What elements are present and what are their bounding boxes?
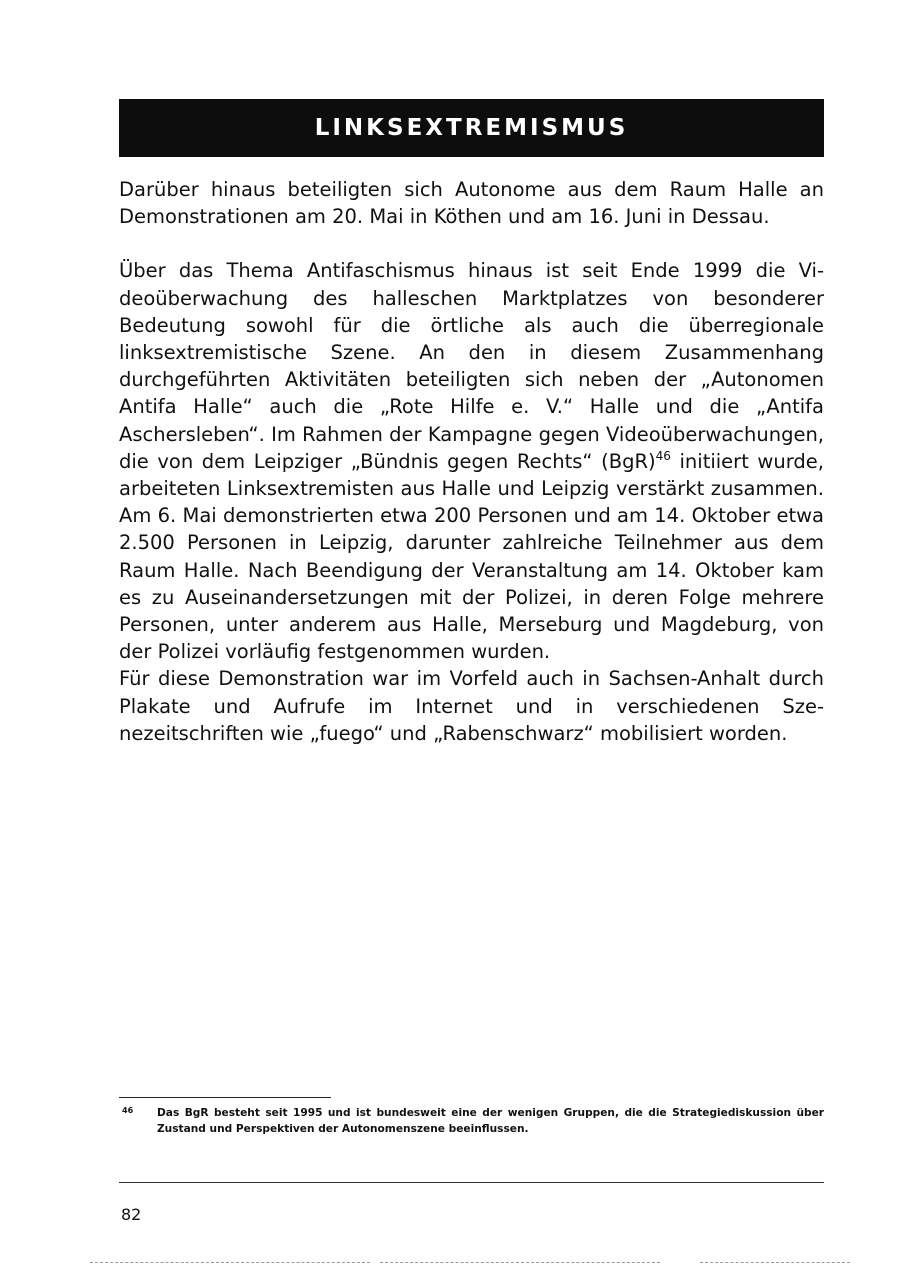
footnote-text: Das BgR besteht seit 1995 und ist bundesweit eine der wenigen Gruppen, die die Strategiediskussion über Zustand und Perspektiven der Autonomenszene beeinflussen. [157, 1107, 824, 1135]
page-bottom-divider [119, 1182, 824, 1183]
paragraph-2-part-2: initiiert wurde, arbeiteten Linksextremisten aus Halle und Leipzig verstärkt zusammen. Am 6. Mai demonstrierten etwa 200 Personen und am 14. Oktober etwa 2.500 Personen in Leipzig, darunter zahlreiche Teilnehmer aus dem Raum Halle. Nach Beendigung der Veranstaltung am 14. Oktober kam es zu Auseinandersetzungen mit der Polizei, in deren Folge mehrere Personen, unter anderem aus Halle, Merseburg und Magdeburg, von der Polizei vorläufig festgenommen wurden. [119, 449, 824, 664]
body-text [119, 176, 824, 747]
scan-edge-line [90, 1262, 370, 1263]
footnote-mark: 46 [122, 1106, 134, 1115]
paragraph-1: Darüber hinaus beteiligten sich Autonome aus dem Raum Halle an Demonstrationen am 20. Mai in Köthen und am 16. Juni in Dessau. [119, 178, 824, 229]
section-header-bar [119, 99, 824, 157]
footnote-divider [119, 1097, 331, 1098]
page-number: 82 [121, 1205, 142, 1224]
footnote [119, 1105, 824, 1137]
paragraph-2 [119, 257, 824, 665]
footnote-reference[interactable]: 46 [655, 448, 671, 463]
paragraph-2-part-1: Über das Thema Antifaschismus hinaus ist seit Ende 1999 die Videoüberwachung des halleschen Marktplatzes von besonderer Bedeutung sowohl für die örtliche als auch die überregionale linksextremistische Szene. An den in diesem Zusammenhang durchgeführten Aktivitäten beteiligten sich neben der „Autonomen Antifa Halle“ auch die „Rote Hilfe e. V.“ Halle und die „Antifa Aschersleben“. Im Rahmen der Kampagne gegen Videoüberwachungen, die von dem Leipziger „Bündnis gegen Rechts“ (BgR) [119, 259, 824, 473]
scan-edge-line [700, 1262, 850, 1263]
paragraph-3: Für diese Demonstration war im Vorfeld auch in Sachsen-Anhalt durch Plakate und Aufrufe im Internet und in verschiedenen Szenezeitschriften wie „fuego“ und „Rabenschwarz“ mobilisiert worden. [119, 667, 824, 745]
scan-edge-line [380, 1262, 660, 1263]
section-title: LINKSEXTREMISMUS [314, 115, 629, 141]
